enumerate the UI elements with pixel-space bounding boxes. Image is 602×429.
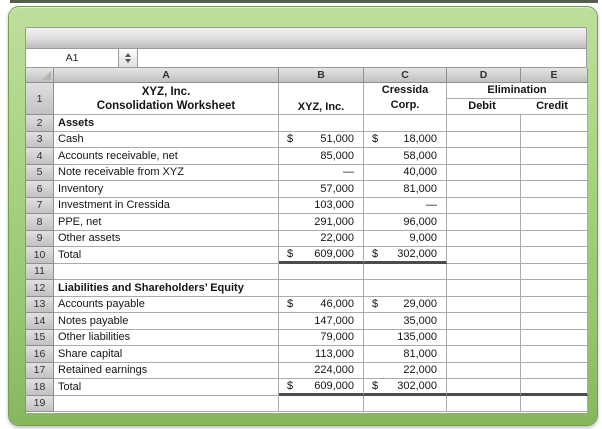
amount-value: 609,000	[314, 379, 354, 392]
cell-E16[interactable]	[521, 346, 588, 363]
cell-B13[interactable]	[279, 297, 364, 314]
row-header-7[interactable]: 7	[26, 198, 54, 215]
cell-E15[interactable]	[521, 330, 588, 347]
select-all-corner[interactable]	[26, 68, 54, 83]
cell-C8[interactable]: 96,000	[364, 214, 447, 231]
column-header-d[interactable]: D	[447, 68, 521, 83]
sheet-row-3	[26, 132, 587, 149]
sheet-row-12	[26, 280, 587, 297]
worksheet-title-line1: XYZ, Inc.	[141, 85, 191, 98]
cell-D8[interactable]	[447, 214, 521, 231]
top-edge-strip	[10, 0, 598, 3]
sheet-row-13	[26, 297, 587, 314]
spreadsheet-grid	[25, 68, 587, 413]
header-credit-label: Credit	[536, 100, 568, 113]
cell-B16[interactable]: 113,000	[279, 346, 364, 363]
cell-D6[interactable]	[447, 181, 521, 198]
cell-C15[interactable]: 135,000	[364, 330, 447, 347]
stepper-down-icon	[125, 59, 131, 63]
amount-value: 46,000	[320, 298, 354, 311]
cell-E17[interactable]	[521, 363, 588, 380]
worksheet-title-cell[interactable]	[54, 83, 279, 115]
column-header-a[interactable]: A	[54, 68, 279, 83]
cell-B14[interactable]: 147,000	[279, 313, 364, 330]
sheet-row-10	[26, 247, 587, 264]
cell-C9[interactable]: 9,000	[364, 231, 447, 248]
sheet-row-4	[26, 148, 587, 165]
cell-A6[interactable]: Inventory	[54, 181, 279, 198]
cell-B12[interactable]	[279, 280, 364, 297]
cell-C4[interactable]: 58,000	[364, 148, 447, 165]
dollar-sign: $	[287, 379, 294, 392]
sheet-row-17	[26, 363, 587, 380]
cell-D7[interactable]	[447, 198, 521, 215]
cell-B18[interactable]	[279, 379, 364, 396]
cell-D9[interactable]	[447, 231, 521, 248]
cell-D14[interactable]	[447, 313, 521, 330]
amount-value: 29,000	[403, 298, 437, 311]
cell-E2[interactable]	[521, 115, 588, 132]
cell-D5[interactable]	[447, 165, 521, 182]
column-header-row	[26, 68, 587, 83]
row-header-15[interactable]: 15	[26, 330, 54, 347]
cell-B7[interactable]: 103,000	[279, 198, 364, 215]
cell-D4[interactable]	[447, 148, 521, 165]
cell-E11[interactable]	[521, 264, 588, 281]
dollar-sign: $	[287, 133, 294, 146]
cell-A14[interactable]: Notes payable	[54, 313, 279, 330]
amount-value: 302,000	[397, 379, 437, 392]
cell-C17[interactable]: 22,000	[364, 363, 447, 380]
cell-B10[interactable]	[279, 247, 364, 264]
cell-C14[interactable]: 35,000	[364, 313, 447, 330]
header-debit-credit-row	[447, 99, 587, 114]
cell-E14[interactable]	[521, 313, 588, 330]
row-header-9[interactable]: 9	[26, 231, 54, 248]
cell-D18[interactable]	[447, 379, 521, 396]
row-header-2[interactable]: 2	[26, 115, 54, 132]
amount-value: 609,000	[314, 247, 354, 260]
cell-E4[interactable]	[521, 148, 588, 165]
cell-C6[interactable]: 81,000	[364, 181, 447, 198]
row-header-1[interactable]: 1	[26, 83, 54, 115]
header-cressida-corp-cell[interactable]	[364, 83, 447, 115]
cell-D13[interactable]	[447, 297, 521, 314]
sheet-row-19	[26, 396, 587, 413]
cell-C5[interactable]: 40,000	[364, 165, 447, 182]
row-header-10[interactable]: 10	[26, 247, 54, 264]
cell-C19[interactable]	[364, 396, 447, 413]
cell-A5[interactable]: Note receivable from XYZ	[54, 165, 279, 182]
row-header-3[interactable]: 3	[26, 132, 54, 149]
formula-input[interactable]	[138, 49, 587, 68]
amount-value: 18,000	[403, 133, 437, 146]
cell-C13[interactable]	[364, 297, 447, 314]
cell-C12[interactable]	[364, 280, 447, 297]
cell-B3[interactable]	[279, 132, 364, 149]
cell-A8[interactable]: PPE, net	[54, 214, 279, 231]
cell-B11[interactable]	[279, 264, 364, 281]
dollar-sign: $	[372, 379, 379, 392]
cell-B9[interactable]: 22,000	[279, 231, 364, 248]
cell-D2[interactable]	[447, 115, 521, 132]
row-header-8[interactable]: 8	[26, 214, 54, 231]
row-header-19[interactable]: 19	[26, 396, 54, 413]
row-header-17[interactable]: 17	[26, 363, 54, 380]
dollar-sign: $	[372, 298, 379, 311]
row-header-16[interactable]: 16	[26, 346, 54, 363]
sheet-row-7	[26, 198, 587, 215]
row-header-12[interactable]: 12	[26, 280, 54, 297]
sheet-row-14	[26, 313, 587, 330]
sheet-row-5	[26, 165, 587, 182]
cell-B4[interactable]: 85,000	[279, 148, 364, 165]
cell-D16[interactable]	[447, 346, 521, 363]
header-elimination-cell[interactable]	[447, 83, 588, 115]
cell-A11[interactable]	[54, 264, 279, 281]
formula-bar	[25, 49, 587, 68]
cell-A15[interactable]: Other liabilities	[54, 330, 279, 347]
header-cressida-line1: Cressida	[381, 84, 429, 96]
cell-C2[interactable]	[364, 115, 447, 132]
column-header-c[interactable]: C	[364, 68, 447, 83]
header-cressida-line2: Corp.	[390, 99, 420, 111]
amount-value: 302,000	[397, 247, 437, 260]
sheet-row-11	[26, 264, 587, 281]
cell-B8[interactable]: 291,000	[279, 214, 364, 231]
cell-A9[interactable]: Other assets	[54, 231, 279, 248]
sheet-row-16	[26, 346, 587, 363]
dollar-sign: $	[287, 247, 294, 260]
workbook-green-frame	[8, 6, 598, 426]
cell-A19[interactable]	[54, 396, 279, 413]
row-header-11[interactable]: 11	[26, 264, 54, 281]
cell-E12[interactable]	[521, 280, 588, 297]
worksheet-title-line2: Consolidation Worksheet	[96, 99, 236, 112]
row-header-6[interactable]: 6	[26, 181, 54, 198]
cell-C11[interactable]	[364, 264, 447, 281]
sheet-row-18	[26, 379, 587, 396]
cell-A2[interactable]: Assets	[54, 115, 279, 132]
row-header-18[interactable]: 18	[26, 379, 54, 396]
cell-E13[interactable]	[521, 297, 588, 314]
row-header-4[interactable]: 4	[26, 148, 54, 165]
cell-A3[interactable]: Cash	[54, 132, 279, 149]
cell-A12[interactable]: Liabilities and Shareholders’ Equity	[54, 280, 279, 297]
select-all-triangle-icon	[42, 71, 51, 80]
header-elimination-label: Elimination	[447, 83, 587, 99]
cell-A4[interactable]: Accounts receivable, net	[54, 148, 279, 165]
amount-value: 51,000	[320, 133, 354, 146]
sheet-row-2	[26, 115, 587, 132]
workbook-inner	[25, 27, 587, 413]
grid-body-rows	[26, 115, 587, 412]
cell-E19[interactable]	[521, 396, 588, 413]
worksheet-header-row	[26, 83, 587, 115]
cell-A16[interactable]: Share capital	[54, 346, 279, 363]
cell-E3[interactable]	[521, 132, 588, 149]
cell-C3[interactable]	[364, 132, 447, 149]
cell-B2[interactable]	[279, 115, 364, 132]
cell-E18[interactable]	[521, 379, 588, 396]
row-header-5[interactable]: 5	[26, 165, 54, 182]
cell-E5[interactable]	[521, 165, 588, 182]
cell-C18[interactable]	[364, 379, 447, 396]
sheet-row-15	[26, 330, 587, 347]
toolbar-strip	[25, 27, 587, 49]
name-box-stepper-icon[interactable]	[119, 49, 138, 68]
cell-A13[interactable]: Accounts payable	[54, 297, 279, 314]
cell-B15[interactable]: 79,000	[279, 330, 364, 347]
cell-E6[interactable]	[521, 181, 588, 198]
name-box[interactable]: A1	[25, 49, 119, 68]
dollar-sign: $	[372, 133, 379, 146]
cell-B6[interactable]: 57,000	[279, 181, 364, 198]
cell-D19[interactable]	[447, 396, 521, 413]
cell-B17[interactable]: 224,000	[279, 363, 364, 380]
cell-E9[interactable]	[521, 231, 588, 248]
cell-D15[interactable]	[447, 330, 521, 347]
cell-A7[interactable]: Investment in Cressida	[54, 198, 279, 215]
sheet-row-9	[26, 231, 587, 248]
cell-E7[interactable]	[521, 198, 588, 215]
cell-B19[interactable]	[279, 396, 364, 413]
column-header-b[interactable]: B	[279, 68, 364, 83]
cell-E10[interactable]	[521, 247, 588, 264]
header-debit-label: Debit	[468, 100, 496, 113]
cell-B5[interactable]: —	[279, 165, 364, 182]
cell-A17[interactable]: Retained earnings	[54, 363, 279, 380]
cell-A10[interactable]: Total	[54, 247, 279, 264]
cell-C10[interactable]	[364, 247, 447, 264]
cell-D12[interactable]	[447, 280, 521, 297]
cell-D17[interactable]	[447, 363, 521, 380]
sheet-row-8	[26, 214, 587, 231]
row-header-14[interactable]: 14	[26, 313, 54, 330]
dollar-sign: $	[372, 247, 379, 260]
cell-D3[interactable]	[447, 132, 521, 149]
header-xyz-inc-cell[interactable]: XYZ, Inc.	[279, 83, 364, 115]
column-header-e[interactable]: E	[521, 68, 588, 83]
cell-D11[interactable]	[447, 264, 521, 281]
cell-D10[interactable]	[447, 247, 521, 264]
cell-E8[interactable]	[521, 214, 588, 231]
stepper-up-icon	[125, 53, 131, 57]
cell-C16[interactable]: 81,000	[364, 346, 447, 363]
sheet-row-6	[26, 181, 587, 198]
row-header-13[interactable]: 13	[26, 297, 54, 314]
dollar-sign: $	[287, 298, 294, 311]
cell-A18[interactable]: Total	[54, 379, 279, 396]
cell-C7[interactable]: —	[364, 198, 447, 215]
